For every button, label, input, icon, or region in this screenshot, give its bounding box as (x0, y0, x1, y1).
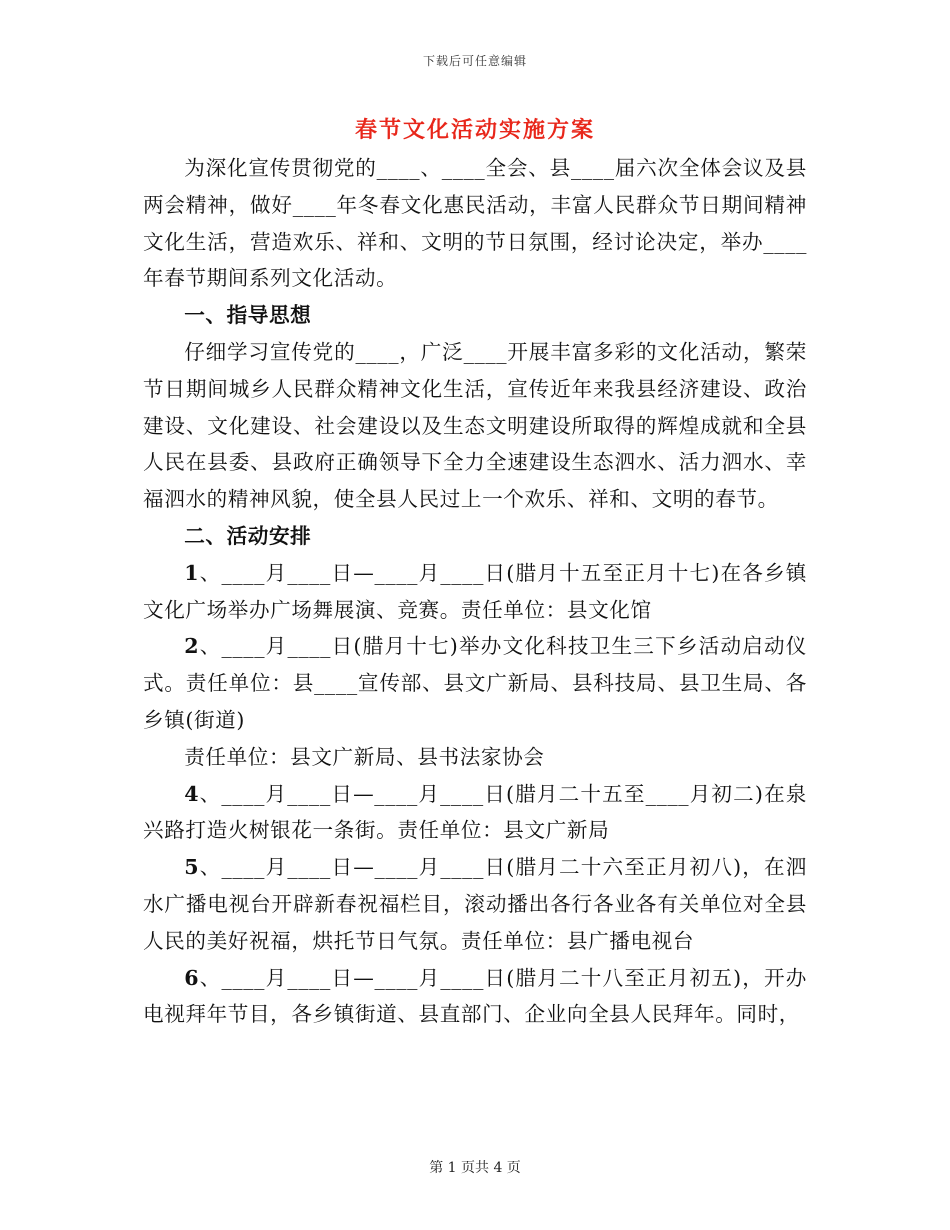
activity-item-4 (143, 776, 807, 850)
activity-item-text: 、____月____日—____月____日(腊月二十六至正月初八)，在泗水广播电视台开辟新春祝福栏目，滚动播出各行各业各有关单位对全县人民的美好祝福，烘托节日气氛。责任单位：县广播电视台 (143, 855, 807, 953)
activity-item-number: 6 (184, 965, 200, 990)
activity-item-1 (143, 555, 807, 629)
activity-item-responsible-unit (143, 739, 807, 776)
document-title: 春节文化活动实施方案 (354, 117, 595, 143)
activity-item-text: 责任单位：县文广新局、县书法家协会 (184, 744, 545, 769)
activity-item-number: 1 (184, 560, 200, 585)
activity-item-6 (143, 960, 807, 1034)
page-header-note: 下载后可任意编辑 (422, 54, 527, 68)
document-body (143, 150, 807, 1033)
intro-paragraph: 为深化宣传贯彻党的____、____全会、县____届六次全体会议及县两会精神，做好____年冬春文化惠民活动，丰富人民群众节日期间精神文化生活，营造欢乐、祥和、文明的节日氛围，经讨论决定，举办____年春节期间系列文化活动。 (143, 156, 807, 291)
activity-item-5 (143, 849, 807, 959)
activity-item-number: 4 (184, 781, 200, 806)
page-number-footer: 第 1 页共 4 页 (429, 1160, 521, 1176)
activity-item-number: 2 (184, 634, 200, 659)
activity-item-text: 、____月____日(腊月十七)举办文化科技卫生三下乡活动启动仪式。责任单位：县____宣传部、县文广新局、县科技局、县卫生局、各乡镇(街道) (143, 634, 807, 732)
guiding-ideology-paragraph: 仔细学习宣传党的____，广泛____开展丰富多彩的文化活动，繁荣节日期间城乡人民群众精神文化生活，宣传近年来我县经济建设、政治建设、文化建设、社会建设以及生态文明建设所取得的辉煌成就和全县人民在县委、县政府正确领导下全力全速建设生态泗水、活力泗水、幸福泗水的精神风貌，使全县人民过上一个欢乐、祥和、文明的春节。 (143, 339, 807, 512)
activity-item-2 (143, 628, 807, 738)
activity-item-text: 、____月____日—____月____日(腊月二十五至____月初二)在泉兴路打造火树银花一条街。责任单位：县文广新局 (143, 781, 807, 843)
section-heading-activity-arrangement: 二、活动安排 (184, 523, 312, 548)
activity-item-number: 5 (184, 855, 200, 880)
section-heading-guiding-ideology: 一、指导思想 (184, 303, 312, 328)
activity-item-text: 、____月____日—____月____日(腊月二十八至正月初五)，开办电视拜年节目，各乡镇街道、县直部门、企业向全县人民拜年。同时， (143, 965, 807, 1027)
activity-item-text: 、____月____日—____月____日(腊月十五至正月十七)在各乡镇文化广场举办广场舞展演、竞赛。责任单位：县文化馆 (143, 560, 807, 622)
